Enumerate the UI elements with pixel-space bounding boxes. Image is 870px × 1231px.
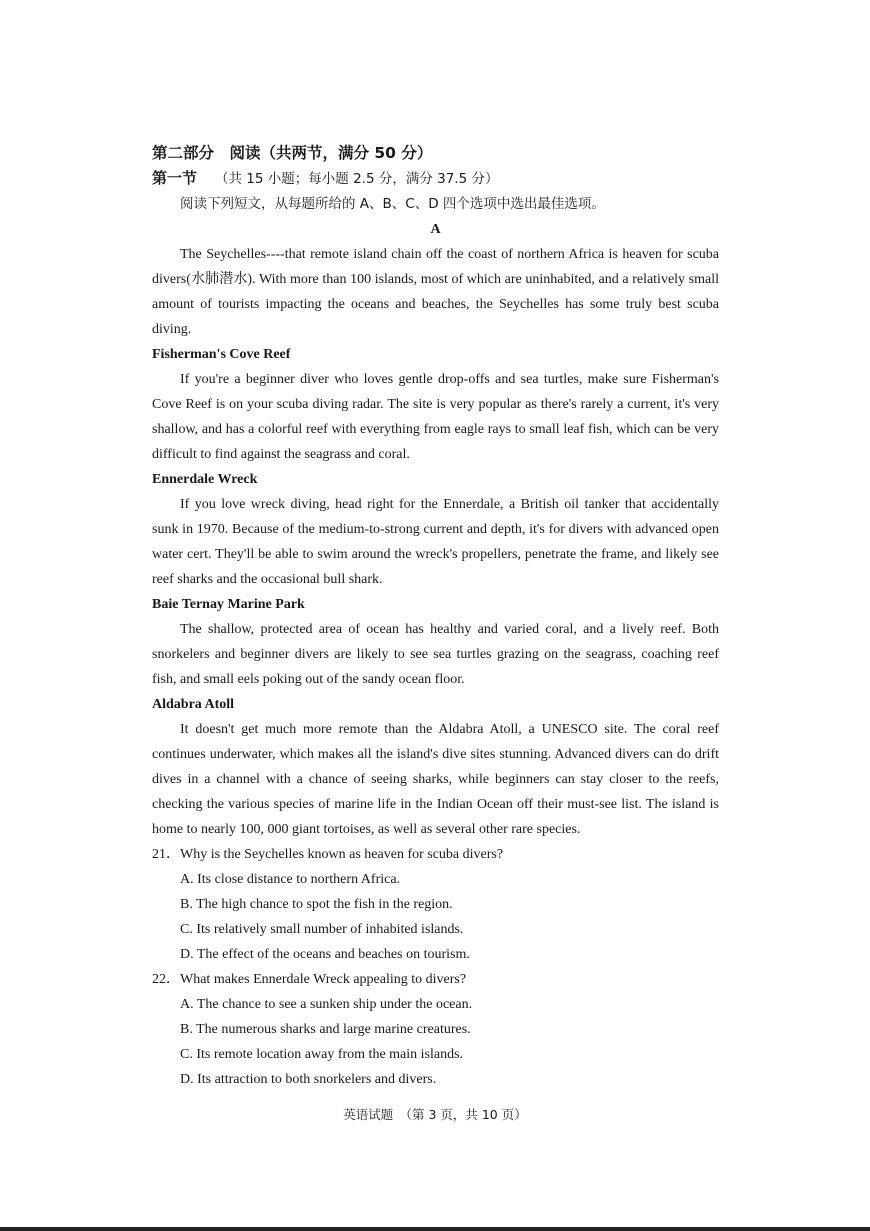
passage-label: A (430, 222, 441, 237)
scan-edge (0, 1227, 870, 1231)
question-21 (152, 842, 719, 867)
section-label: 第一节 (152, 169, 198, 187)
option-b: B. The numerous sharks and large marine creatures. (180, 1022, 471, 1037)
page-content (152, 141, 719, 1092)
site-text: If you're a beginner diver who loves gentle drop-offs and sea turtles, make sure Fisherman's Cove Reef is on your scuba diving radar. The site is very popular as there's rarely a current, it's very shallow, and has a colorful reef with everything from eagle rays to small leaf fish, which can be very difficult to find against the seagrass and coral. (152, 372, 719, 462)
passage-intro: The Seychelles----that remote island chain off the coast of northern Africa is heaven for scuba divers(水肺潜水). With more than 100 islands, most of which are uninhabited, and a relatively small amount of tourists impacting the oceans and beaches, the Seychelles has some truly best scuba diving. (152, 247, 719, 337)
option-d: D. The effect of the oceans and beaches on tourism. (180, 947, 470, 962)
question-text: Why is the Seychelles known as heaven for scuba divers? (180, 847, 504, 862)
site-title: Baie Ternay Marine Park (152, 597, 305, 612)
site-text: If you love wreck diving, head right for the Ennerdale, a British oil tanker that accidentally sunk in 1970. Because of the medium-to-strong current and depth, it's for divers with advanced open water cert. They'll be able to swim around the wreck's propellers, penetrate the frame, and likely see reef sharks and the occasional bull shark. (152, 497, 719, 587)
question-number: 21． (152, 847, 180, 862)
section-info: （共 15 小题；每小题 2.5 分，满分 37.5 分） (215, 171, 499, 187)
question-text: What makes Ennerdale Wreck appealing to divers? (180, 972, 467, 987)
option-b: B. The high chance to spot the fish in the region. (180, 897, 453, 912)
option-c: C. Its relatively small number of inhabited islands. (180, 922, 464, 937)
option-c: C. Its remote location away from the main islands. (180, 1047, 464, 1062)
option-a: A. Its close distance to northern Africa. (180, 872, 401, 887)
site-title: Aldabra Atoll (152, 697, 235, 712)
section-heading (152, 166, 719, 192)
site-text: The shallow, protected area of ocean has healthy and varied coral, and a lively reef. Both snorkelers and beginner divers are likely to see sea turtles grazing on the seagrass, coaching reef fish, and small eels poking out of the sandy ocean floor. (152, 622, 719, 687)
site-title: Fisherman's Cove Reef (152, 347, 291, 362)
part-title: 第二部分 阅读（共两节，满分 50 分） (152, 144, 433, 162)
question-number: 22． (152, 972, 180, 987)
site-title: Ennerdale Wreck (152, 472, 258, 487)
page-footer: 英语试题 （第 3 页，共 10 页） (343, 1107, 527, 1122)
option-d: D. Its attraction to both snorkelers and divers. (180, 1072, 437, 1087)
question-22 (152, 967, 719, 992)
instructions: 阅读下列短文，从每题所给的 A、B、C、D 四个选项中选出最佳选项。 (180, 196, 605, 212)
site-text: It doesn't get much more remote than the Aldabra Atoll, a UNESCO site. The coral reef continues underwater, which makes all the island's dive sites stunning. Advanced divers can do drift dives in a channel with a chance of seeing sharks, while beginners can stay closer to the reefs, checking the various species of marine life in the Indian Ocean off their must-see list. The island is home to nearly 100, 000 giant tortoises, as well as several other rare species. (152, 722, 719, 837)
option-a: A. The chance to see a sunken ship under the ocean. (180, 997, 473, 1012)
